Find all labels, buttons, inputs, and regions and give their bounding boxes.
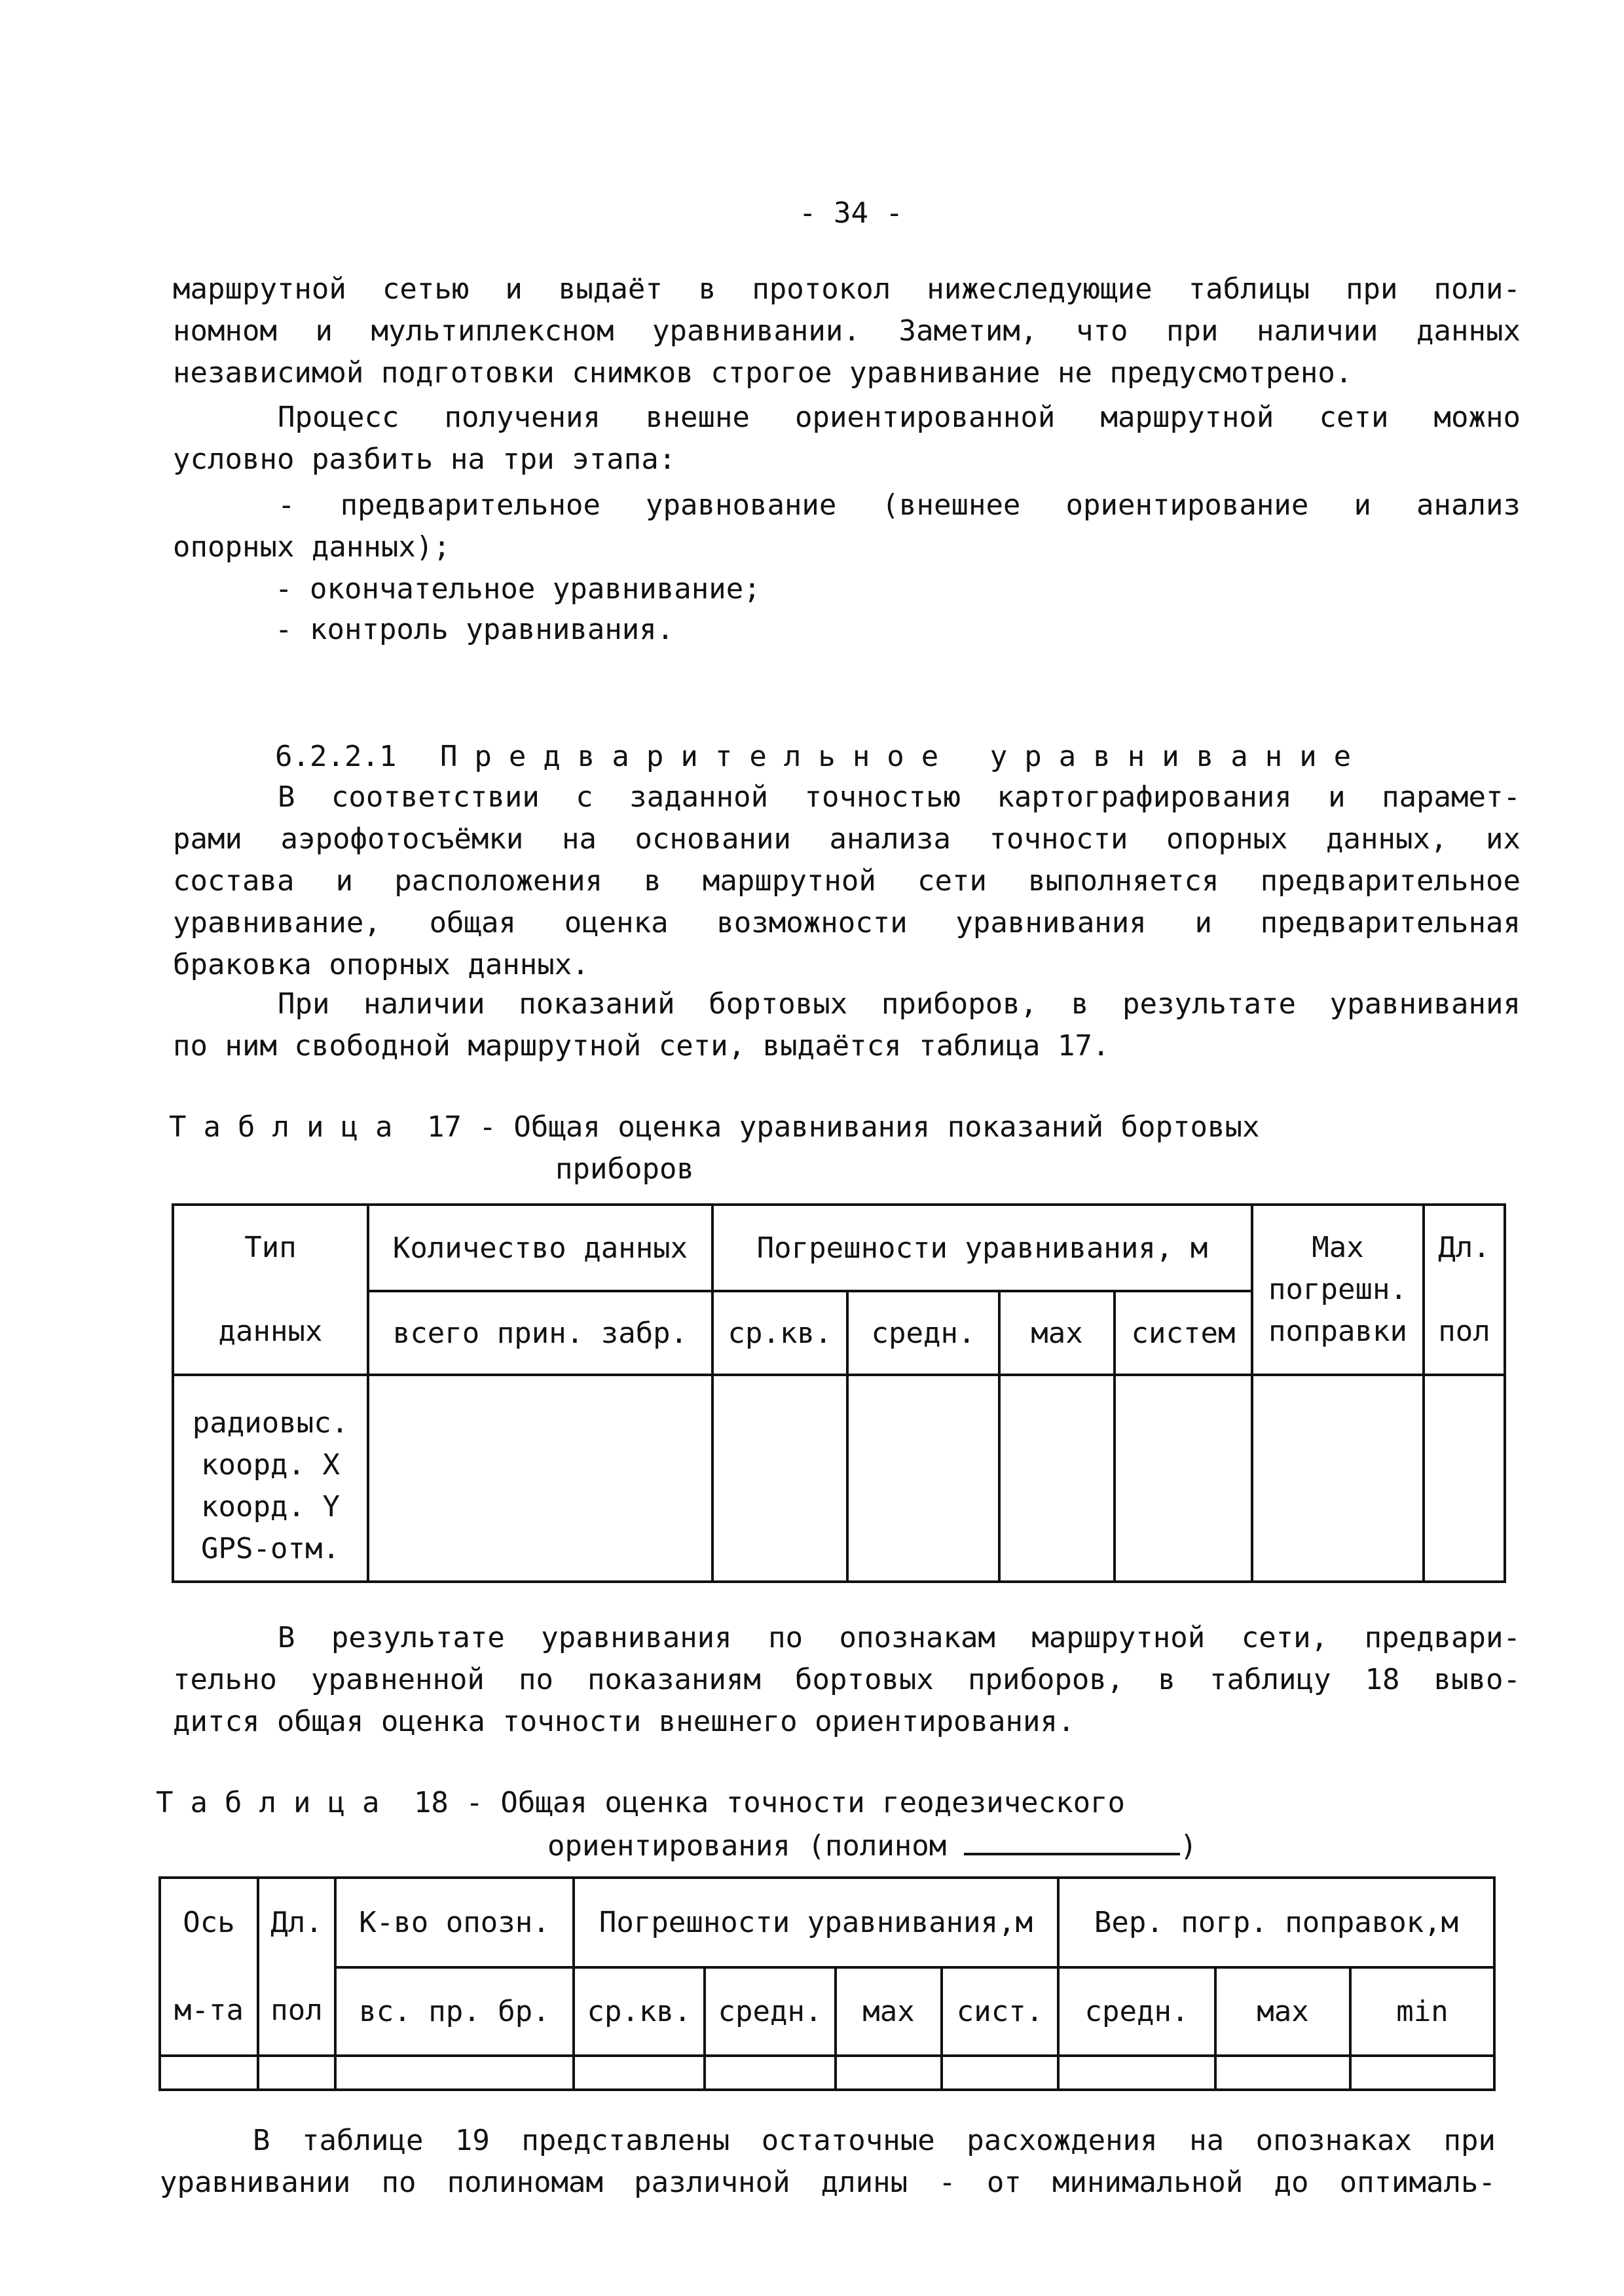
text-line: В соответствии с заданной точностью картографирования и парамет-: [278, 780, 1521, 814]
bullet-final: - окончательное уравнивание;: [275, 572, 761, 606]
section-title: Предварительное уравнивание: [439, 740, 1369, 773]
table17: [172, 1203, 1506, 1583]
intro-paragraph: [173, 268, 1521, 394]
text-line: тельно уравненной по показаниям бортовых приборов, в таблицу 18 выво-: [173, 1663, 1521, 1696]
row-label: GPS-отм.: [201, 1532, 340, 1565]
table19-paragraph: [160, 2120, 1496, 2204]
table-cell: [1115, 1375, 1252, 1582]
axis-header: [160, 1878, 258, 2056]
table-cell: [258, 2056, 335, 2090]
length-header: [258, 1878, 335, 2056]
text-line: номном и мультиплексном уравнивании. Заметим, что при наличии данных: [173, 314, 1521, 348]
text-line: - предварительное уравнование (внешнее ориентирование и анализ: [278, 488, 1521, 522]
section-number: 6.2.2.1: [275, 740, 397, 773]
table-cell: [705, 2056, 836, 2090]
bullet-preliminary: [173, 484, 1521, 568]
rms-header: ср.кв.: [712, 1291, 847, 1375]
caption-text: ориентирования (полином: [547, 1829, 947, 1863]
caption-text: приборов: [555, 1152, 694, 1186]
table17-caption: [169, 1106, 1259, 1190]
text-line: опорных данных);: [173, 530, 451, 564]
header-text: м-та: [174, 1994, 244, 2027]
mean-header: средн.: [705, 1967, 836, 2056]
table18-caption: [156, 1782, 1197, 1867]
probable-mean-header: средн.: [1058, 1967, 1215, 2056]
table-cell: [574, 2056, 705, 2090]
table-cell: [836, 2056, 942, 2090]
bullet-control: - контроль уравнивания.: [275, 613, 674, 646]
text-line: Процесс получения внешне ориентированной маршрутной сети можно: [278, 401, 1521, 434]
count-header: Количество данных: [368, 1205, 712, 1291]
probable-header: Вер. погр. поправок,м: [1058, 1878, 1494, 1967]
systematic-header: сист.: [942, 1967, 1058, 2056]
table-cell: [1350, 2056, 1494, 2090]
count-subheader: вс. пр. бр.: [335, 1967, 574, 2056]
polynomial-blank: [964, 1824, 1180, 1855]
table-cell: [1058, 2056, 1215, 2090]
page-number: - 34 -: [799, 196, 903, 230]
table-cell: [335, 2056, 574, 2090]
table-word: Таблица: [156, 1786, 397, 1819]
probable-min-header: min: [1350, 1967, 1494, 2056]
text-line: по ним свободной маршрутной сети, выдаётся таблица 17.: [173, 1029, 1110, 1063]
count-subheader: всего прин. забр.: [368, 1291, 712, 1375]
caption-text: 17 - Общая оценка уравнивания показаний бортовых: [426, 1110, 1260, 1144]
mean-header: средн.: [847, 1291, 999, 1375]
text-line: В результате уравнивания по опознакам маршрутной сети, предвари-: [278, 1621, 1521, 1654]
caption-text: ): [1179, 1829, 1198, 1863]
header-text: Тип: [244, 1231, 297, 1264]
max-header: мах: [836, 1967, 942, 2056]
text-line: уравнивание, общая оценка возможности уравнивания и предварительная: [173, 906, 1521, 939]
text-line: независимой подготовки снимков строгое уравнивание не предусмотрено.: [173, 356, 1353, 390]
header-text: Дл.: [270, 1906, 323, 1939]
header-text: Ось: [183, 1906, 235, 1939]
table-cell: [1252, 1375, 1424, 1582]
type-header: [173, 1205, 368, 1375]
table-cell: [1424, 1375, 1505, 1582]
section-heading: [275, 740, 1368, 773]
result-paragraph: [173, 1617, 1521, 1743]
probable-max-header: мах: [1215, 1967, 1350, 2056]
table-cell: [999, 1375, 1115, 1582]
rms-header: ср.кв.: [574, 1967, 705, 2056]
errors-header: Погрешности уравнивания, м: [712, 1205, 1252, 1291]
text-line: маршрутной сетью и выдаёт в протокол нижеследующие таблицы при поли-: [173, 272, 1521, 306]
table-cell: [942, 2056, 1058, 2090]
header-text: Дл.: [1438, 1231, 1490, 1264]
header-text: данных: [218, 1315, 323, 1348]
errors-header: Погрешности уравнивания,м: [574, 1878, 1058, 1967]
length-header: [1424, 1205, 1505, 1375]
accuracy-paragraph: [173, 776, 1521, 986]
max-header: мах: [999, 1291, 1115, 1375]
text-line: дится общая оценка точности внешнего ориентирования.: [173, 1705, 1075, 1738]
table-word: Таблица: [169, 1110, 410, 1144]
process-paragraph: [173, 397, 1521, 481]
table-cell: [1215, 2056, 1350, 2090]
text-line: В таблице 19 представлены остаточные расхождения на опознаках при: [253, 2124, 1496, 2157]
text-line: браковка опорных данных.: [173, 948, 589, 981]
caption-text: [156, 1824, 1197, 1867]
text-line: состава и расположения в маршрутной сети выполняется предварительное: [173, 864, 1521, 898]
table18: [158, 1876, 1496, 2091]
row-label: радиовыс.: [192, 1406, 349, 1440]
count-header: К-во опозн.: [335, 1878, 574, 1967]
table-cell: [712, 1375, 847, 1582]
text-line: уравнивании по полиномам различной длины - от минимальной до оптималь-: [160, 2166, 1496, 2199]
row-label: коорд. X: [201, 1448, 340, 1482]
text-line: При наличии показаний бортовых приборов, в результате уравнивания: [278, 987, 1521, 1021]
table-cell: [160, 2056, 258, 2090]
text-line: условно разбить на три этапа:: [173, 443, 676, 476]
max-correction-header: Мах погрешн. поправки: [1252, 1205, 1424, 1375]
systematic-header: систем: [1115, 1291, 1252, 1375]
row-labels: [173, 1375, 368, 1582]
text-line: рами аэрофотосъёмки на основании анализа точности опорных данных, их: [173, 822, 1521, 856]
row-label: коорд. Y: [201, 1490, 340, 1523]
header-text: пол: [270, 1994, 323, 2027]
table-cell: [368, 1375, 712, 1582]
caption-text: 18 - Общая оценка точности геодезического: [413, 1786, 1126, 1819]
header-text: пол: [1438, 1315, 1490, 1348]
table-cell: [847, 1375, 999, 1582]
onboard-paragraph: [173, 983, 1521, 1067]
